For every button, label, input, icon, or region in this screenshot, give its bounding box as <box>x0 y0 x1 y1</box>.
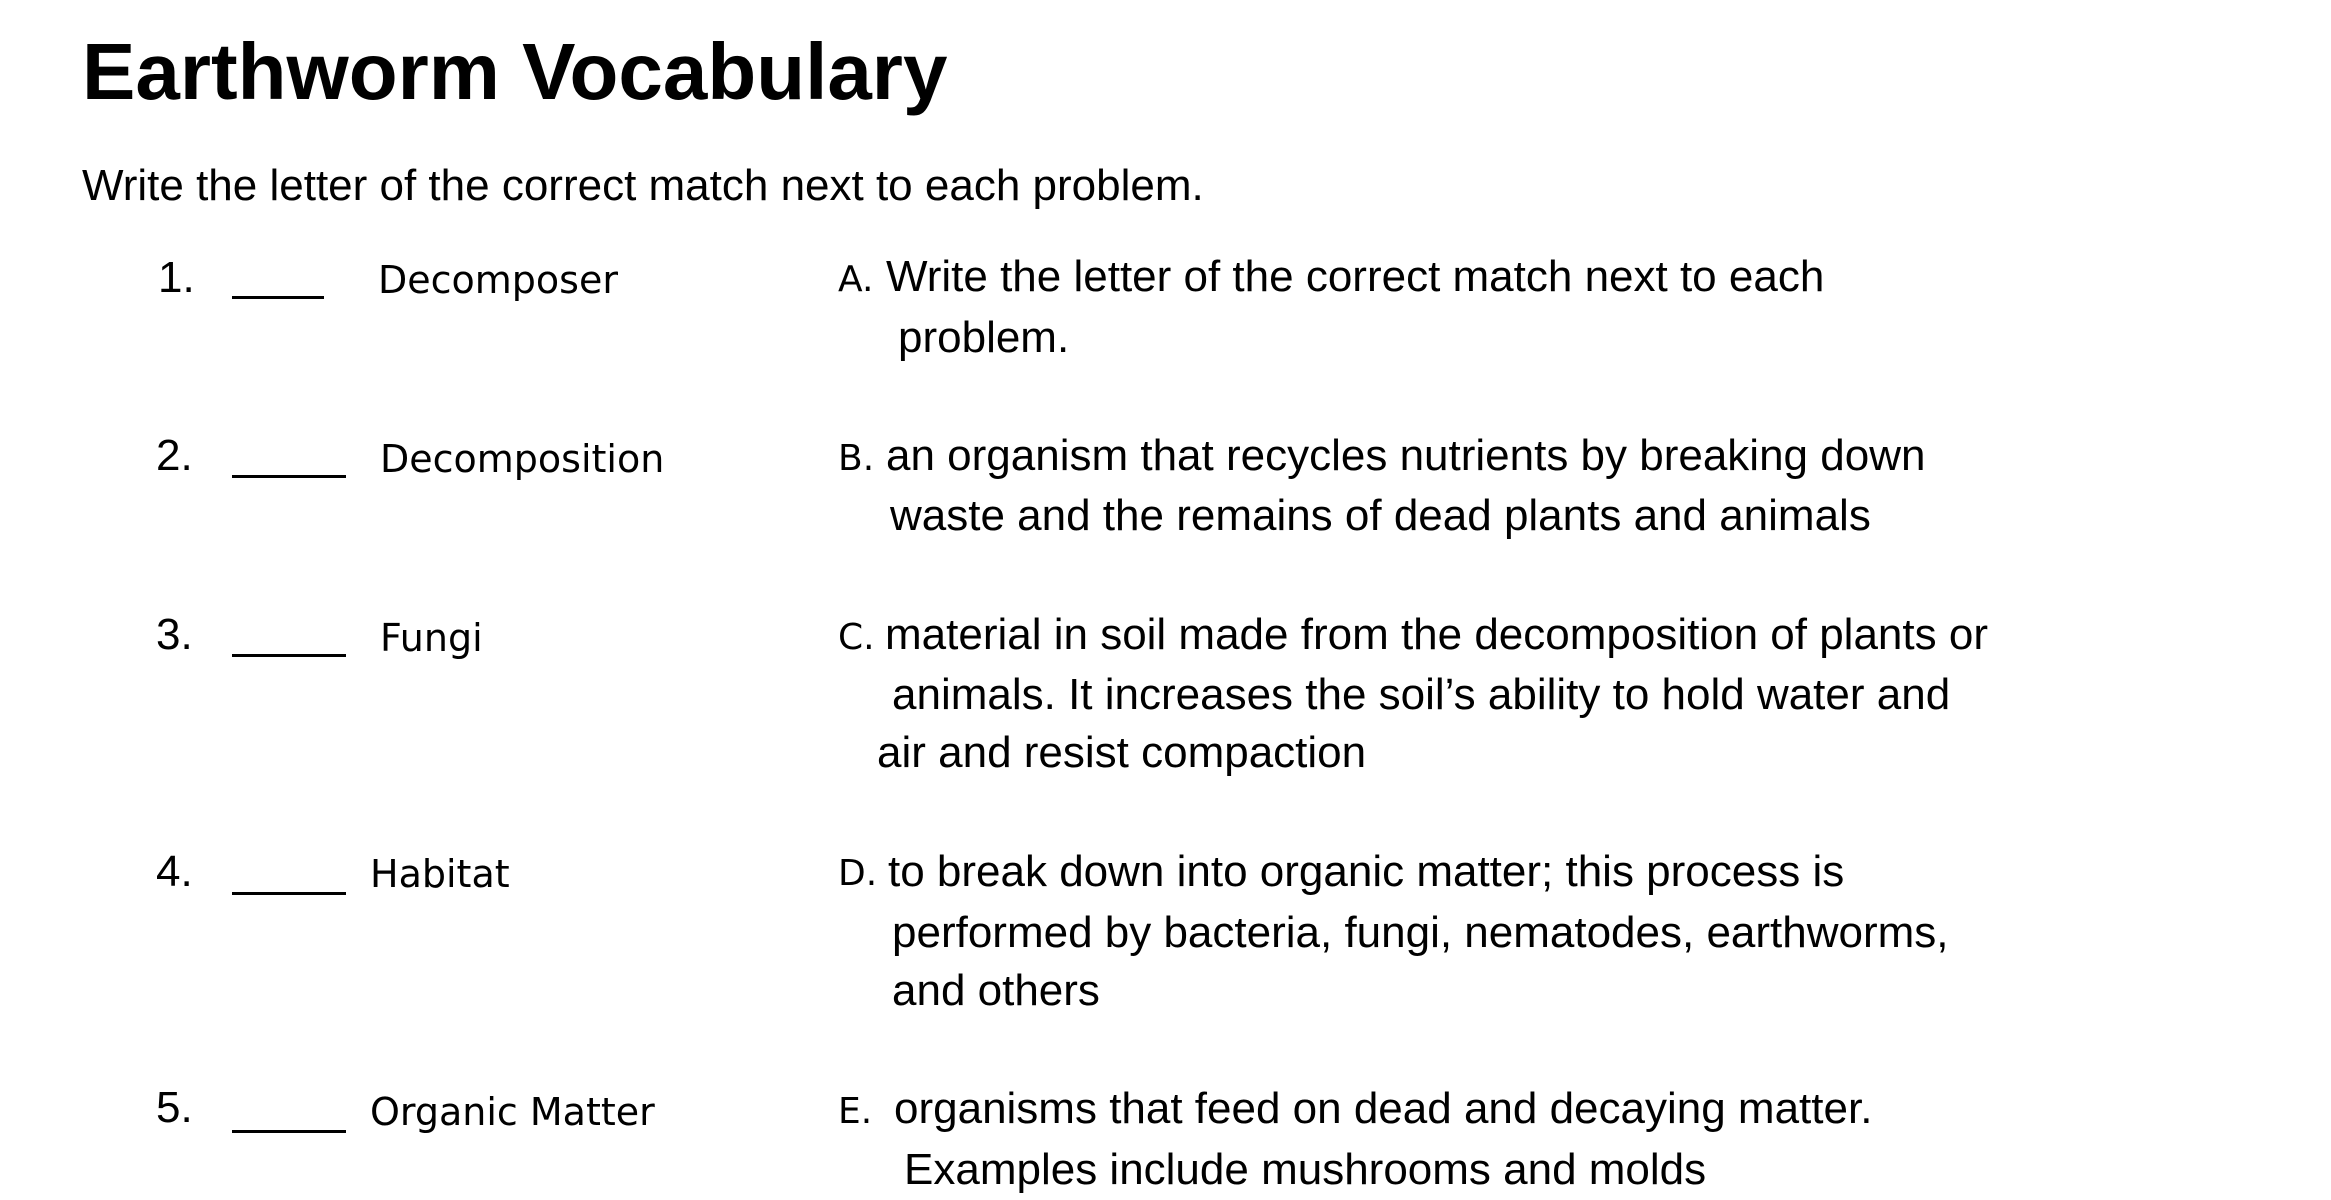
problem-term: Decomposition <box>380 437 665 481</box>
definition-line: air and resist compaction <box>877 728 1367 777</box>
answer-blank[interactable] <box>232 892 346 895</box>
definition-letter: A. <box>838 259 874 300</box>
instructions-text: Write the letter of the correct match next to each problem. <box>82 161 1204 210</box>
definition-line: material in soil made from the decomposition of plants or <box>885 610 1988 659</box>
definition-line: and others <box>892 966 1100 1015</box>
definition-line: to break down into organic matter; this process is <box>888 847 1845 896</box>
problem-number: 5. <box>156 1083 193 1132</box>
problem-term: Decomposer <box>378 258 618 302</box>
definition-letter: D. <box>838 853 878 894</box>
definition-letter: B. <box>838 438 875 479</box>
answer-blank[interactable] <box>232 296 324 299</box>
answer-blank[interactable] <box>232 475 346 478</box>
problem-term: Fungi <box>380 616 483 660</box>
definition-letter: E. <box>838 1091 873 1132</box>
page-title: Earthworm Vocabulary <box>82 27 948 116</box>
problem-number: 3. <box>156 610 193 659</box>
definition-line: waste and the remains of dead plants and animals <box>890 491 1871 540</box>
problem-term: Organic Matter <box>370 1090 655 1134</box>
definition-letter: C. <box>838 617 875 658</box>
definition-line: problem. <box>898 313 1070 362</box>
answer-blank[interactable] <box>232 654 346 657</box>
problem-number: 2. <box>156 431 193 480</box>
problem-term: Habitat <box>370 852 510 896</box>
definition-line: Examples include mushrooms and molds <box>904 1145 1707 1194</box>
definition-line: an organism that recycles nutrients by breaking down <box>886 431 1926 480</box>
definition-line: animals. It increases the soil’s ability to hold water and <box>892 670 1951 719</box>
definition-line: organisms that feed on dead and decaying matter. <box>894 1084 1873 1133</box>
problem-number: 1. <box>158 253 195 302</box>
definition-line: performed by bacteria, fungi, nematodes, earthworms, <box>892 908 1949 957</box>
definition-line: Write the letter of the correct match next to each <box>886 252 1825 301</box>
problem-number: 4. <box>156 847 193 896</box>
answer-blank[interactable] <box>232 1130 346 1133</box>
